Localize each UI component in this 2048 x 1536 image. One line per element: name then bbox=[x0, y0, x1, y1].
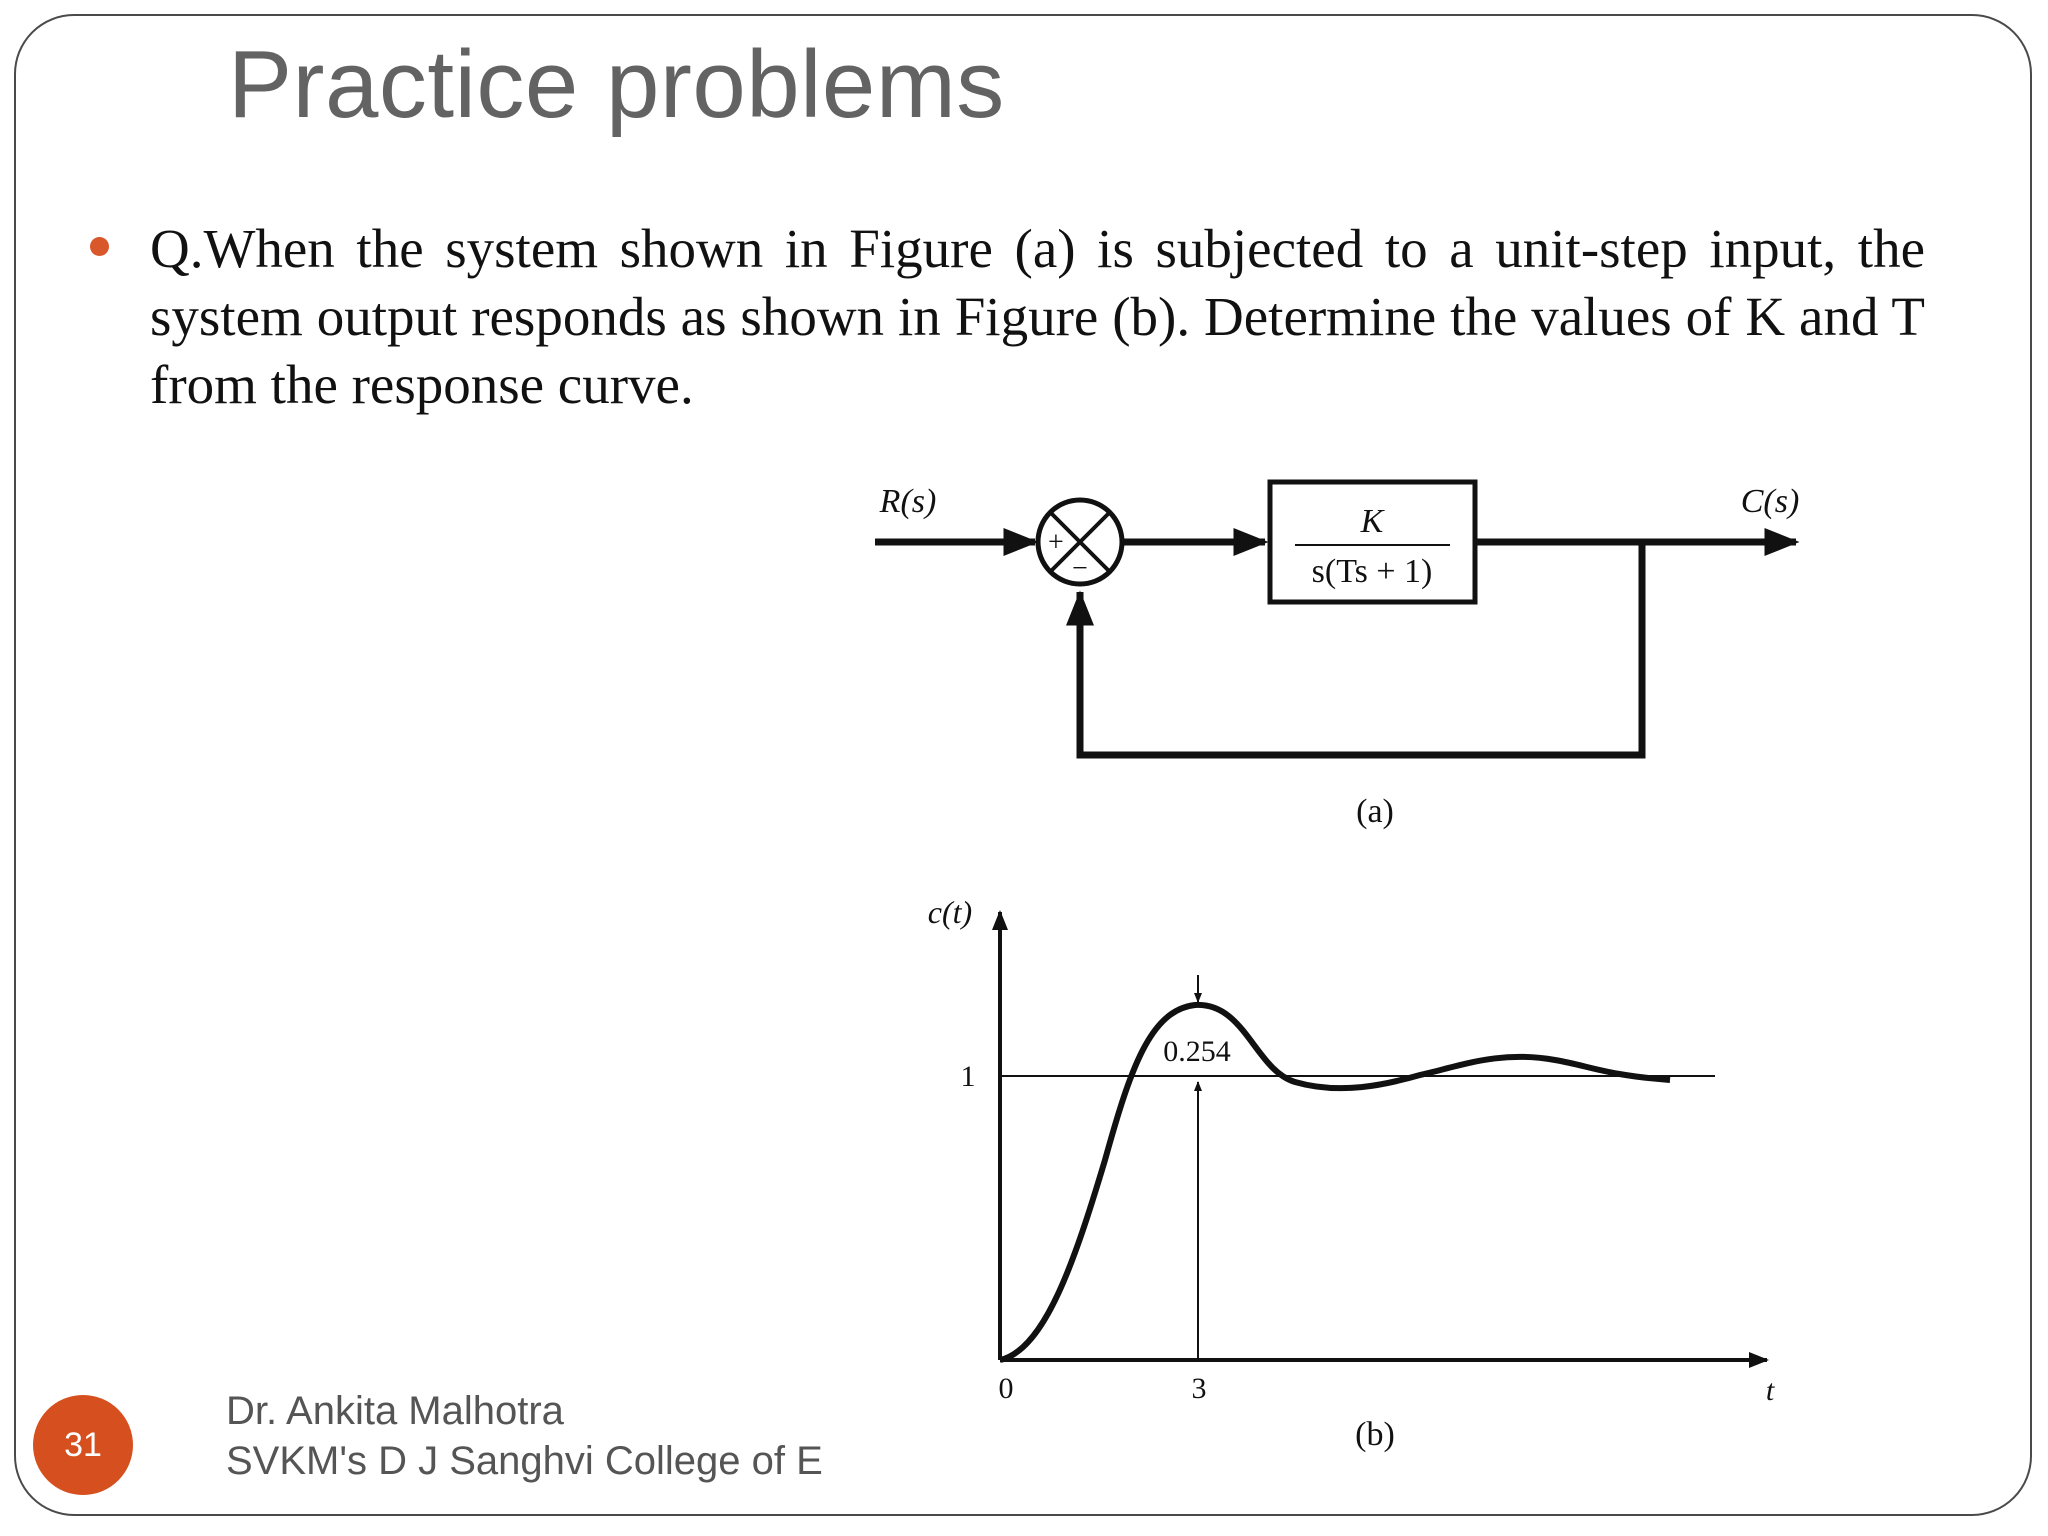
tf-denominator: s(Ts + 1) bbox=[1311, 553, 1433, 590]
sum-minus-sign: − bbox=[1072, 553, 1088, 584]
output-label: C(s) bbox=[1740, 483, 1800, 520]
x-axis-label: t bbox=[1765, 1374, 1775, 1407]
sum-plus-sign: + bbox=[1048, 527, 1064, 558]
footer-author: Dr. Ankita Malhotra bbox=[226, 1389, 564, 1433]
x-tick-peak: 3 bbox=[1191, 1372, 1207, 1405]
input-label: R(s) bbox=[879, 483, 937, 520]
figures bbox=[860, 470, 1820, 1470]
response-curve bbox=[1000, 1005, 1670, 1360]
x-tick-origin: 0 bbox=[998, 1372, 1014, 1405]
block-diagram bbox=[875, 482, 1799, 830]
y-tick-one: 1 bbox=[960, 1060, 976, 1093]
bullet-icon bbox=[90, 237, 109, 256]
question-text: Q.When the system shown in Figure (a) is subjected to a unit-step input, the system output responds as shown in Figure (b). Determine the values of K and T from the response curve. bbox=[150, 218, 1925, 415]
footer bbox=[226, 1386, 823, 1486]
slide-number: 31 bbox=[64, 1425, 102, 1464]
figure-b-caption: (b) bbox=[1355, 1416, 1395, 1453]
tf-numerator: K bbox=[1360, 503, 1384, 540]
step-response-plot bbox=[928, 470, 1775, 1453]
transfer-function-block bbox=[1270, 482, 1475, 602]
y-axis-label: c(t) bbox=[927, 894, 973, 930]
figures-svg bbox=[860, 470, 1820, 1470]
figure-a-caption: (a) bbox=[1356, 793, 1394, 830]
slide-title: Practice problems bbox=[228, 31, 1005, 138]
footer-institution: SVKM's D J Sanghvi College of E bbox=[226, 1439, 823, 1483]
summing-junction bbox=[1038, 500, 1122, 584]
overshoot-label: 0.254 bbox=[1163, 1035, 1231, 1068]
slide-number-badge bbox=[33, 1395, 133, 1495]
